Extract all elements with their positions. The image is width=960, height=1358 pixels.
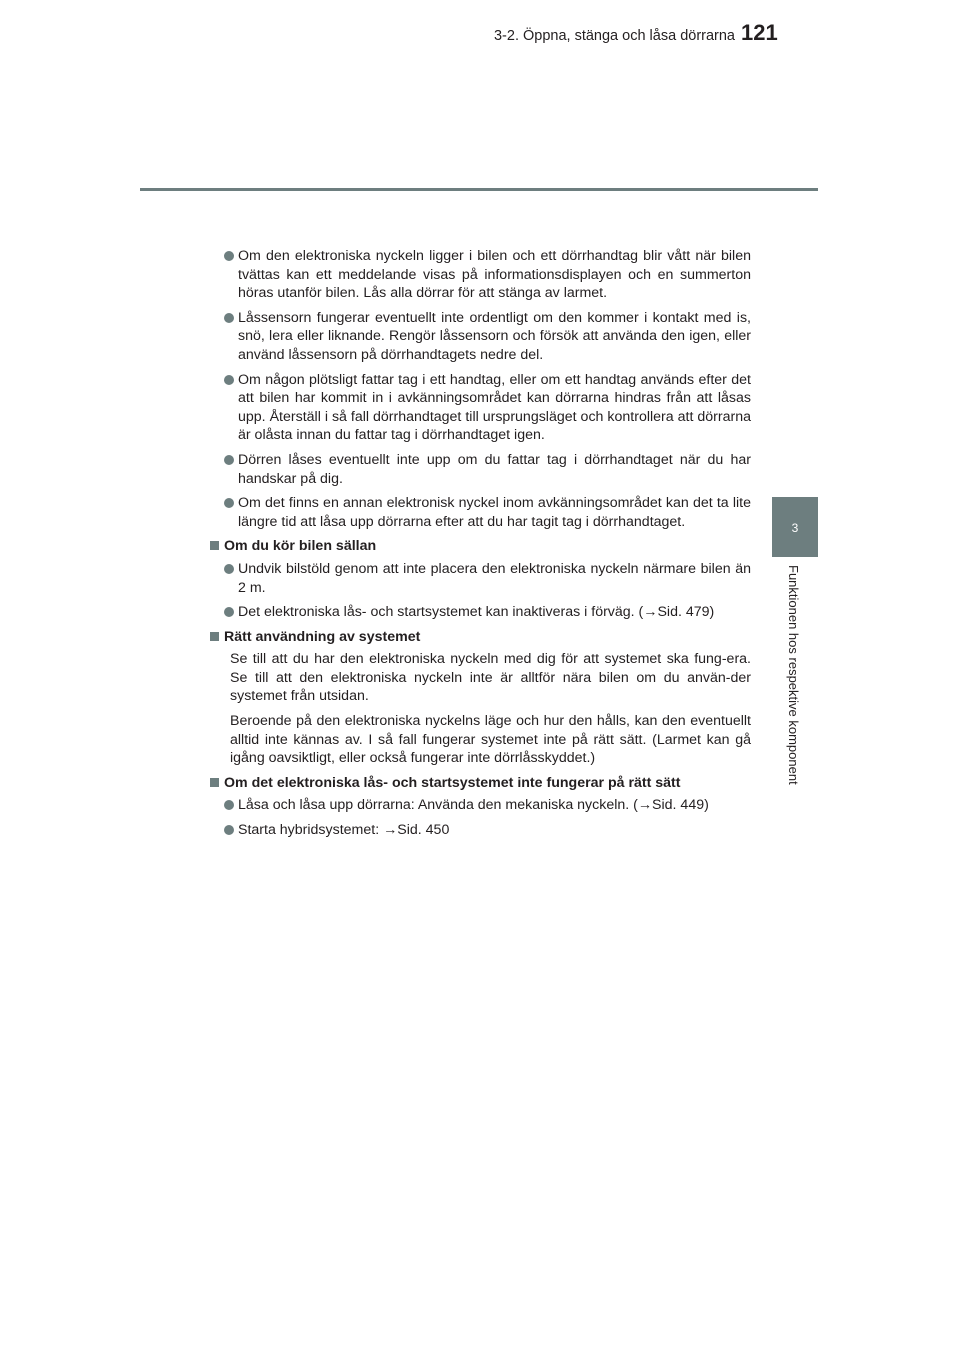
paragraph: Beroende på den elektroniska nyckelns läge och hur den hålls, kan den eventuellt alltid inte kännas av. I så fall fungerar systemet inte på rätt sätt. (Larmet kan gå igång oavsiktligt, eller också fungerar inte dörrlåsskyddet.) (230, 713, 751, 767)
list-item: Om det finns en annan elektronisk nyckel inom avkänningsområdet kan det ta lite längre tid att låsa upp dörrarna efter att du har tagit tag i dörrhandtaget. (208, 494, 751, 531)
list-item: Om någon plötsligt fattar tag i ett handtag, eller om ett handtag används efter det att bilen har kommit in i avkänningsområdet kan dörrarna hindras från att låsas upp. Återställ i så fall dörrhandtaget till ursprungsläget och kontrollera att dörrarna är olåsta innan du fattar tag i dörrhandtaget igen. (208, 371, 751, 445)
header-rule (140, 188, 818, 191)
list-item: Undvik bilstöld genom att inte placera den elektroniska nyckeln närmare bilen än 2 m. (208, 560, 751, 597)
page-content (208, 247, 751, 846)
square-bullet-icon (210, 541, 219, 550)
section-heading: Om det elektroniska lås- och startsystemet inte fungerar på rätt sätt (208, 774, 751, 793)
bullet-icon (224, 498, 234, 508)
bullet-icon (224, 455, 234, 465)
section-title: 3-2. Öppna, stänga och låsa dörrarna (493, 28, 735, 44)
bullet-icon (224, 313, 234, 323)
list-item: Det elektroniska lås- och startsystemet kan inaktiveras i förväg. (→Sid. 479) (208, 603, 751, 622)
section-heading: Om du kör bilen sällan (208, 537, 751, 556)
paragraph: Se till att du har den elektroniska nyckeln med dig för att systemet ska fung-era. Se till att den elektroniska nyckeln inte är alltför nära bilen om du använ-der systemet från utsidan. (230, 651, 751, 705)
chapter-tab (772, 497, 818, 557)
square-bullet-icon (210, 632, 219, 641)
list-item: Dörren låses eventuellt inte upp om du fattar tag i dörrhandtaget när du har handskar på dig. (208, 451, 751, 488)
list-item: Starta hybridsystemet: →Sid. 450 (208, 821, 751, 840)
page-number: 121 (741, 20, 778, 45)
bullet-icon (224, 564, 234, 574)
section-heading: Rätt användning av systemet (208, 628, 751, 647)
list-item: Om den elektroniska nyckeln ligger i bilen och ett dörrhandtag blir vått när bilen tvättas kan ett meddelande visas på informationsdisplayen och en summerton höras utanför bilen. Lås alla dörrar för att stänga av larmet. (208, 247, 751, 303)
list-item: Låsa och låsa upp dörrarna: Använda den mekaniska nyckeln. (→Sid. 449) (208, 796, 751, 815)
bullet-icon (224, 800, 234, 810)
page-header (0, 18, 960, 48)
bullet-icon (224, 375, 234, 385)
chapter-number: 3 (791, 521, 799, 535)
bullet-icon (224, 251, 234, 261)
bullet-icon (224, 607, 234, 617)
square-bullet-icon (210, 778, 219, 787)
bullet-icon (224, 825, 234, 835)
chapter-title: Funktionen hos respektive komponent (786, 565, 801, 785)
list-item: Låssensorn fungerar eventuellt inte ordentligt om den kommer i kontakt med is, snö, lera eller liknande. Rengör låssensorn och försök att använda den igen, eller använd låssensorn på dörrhandtagets nedre del. (208, 309, 751, 365)
